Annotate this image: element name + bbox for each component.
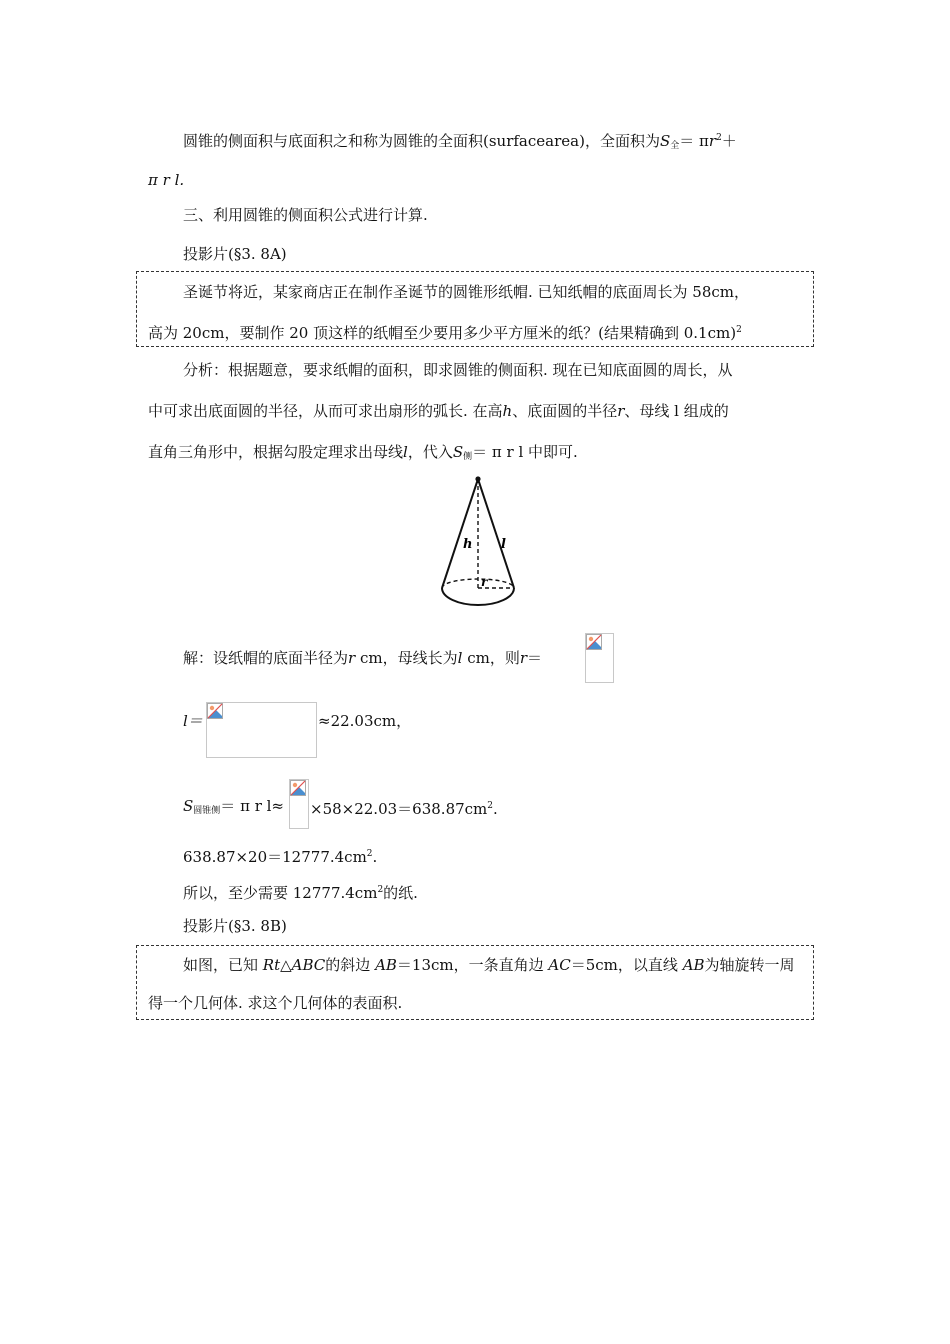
section-heading: 三、利用圆锥的侧面积公式进行计算. xyxy=(183,206,428,224)
cone-side-right xyxy=(478,479,514,588)
broken-image-icon xyxy=(290,780,306,796)
label-h: h xyxy=(463,537,473,552)
slide-label-b: 投影片(§3. 8B) xyxy=(183,917,287,935)
problem-a-line2: 高为 20cm，要制作 20 顶这样的纸帽至少要用多少平方厘米的纸？(结果精确到 0.1cm)$^2$ xyxy=(148,324,742,342)
solution-line2-result: ≈22.03cm， xyxy=(318,712,412,730)
solution-line3-result: $\times 58\times 22.03=638.87cm^2$. xyxy=(310,800,498,818)
solution-line4: $638.87\times 20=12777.4cm^2$. xyxy=(183,848,378,866)
problem-b-line1: 如图，已知 Rt△ABC的斜边 AB＝13cm，一条直角边 AC＝5cm，以直线 AB为轴旋转一周 xyxy=(183,956,795,974)
label-l: l xyxy=(501,537,506,552)
analysis-line2: 中可求出底面圆的半径，从而可求出扇形的弧长. 在高h、底面圆的半径r、母线 l 组成的 xyxy=(148,402,729,420)
solution-line2: l＝ xyxy=(183,712,203,730)
problem-a-line1: 圣诞节将近，某家商店正在制作圣诞节的圆锥形纸帽. 已知纸帽的底面周长为 58cm， xyxy=(183,283,750,301)
slide-label-a: 投影片(§3. 8A) xyxy=(183,245,287,263)
cone-side-left xyxy=(442,479,478,588)
broken-image-icon xyxy=(207,703,223,719)
formula-image-r xyxy=(585,633,614,683)
formula-image-l xyxy=(206,702,317,758)
cone-base-front xyxy=(442,588,514,605)
broken-image-icon xyxy=(586,634,602,650)
problem-b-line2: 得一个几何体. 求这个几何体的表面积. xyxy=(148,994,403,1012)
solution-line3: $S_{圆锥侧}= \pi$ r l≈ xyxy=(183,797,284,816)
analysis-line3: 直角三角形中，根据勾股定理求出母线l，代入$S_侧= \pi$ r l 中即可. xyxy=(148,443,578,462)
analysis-line1: 分析：根据题意，要求纸帽的面积，即求圆锥的侧面积. 现在已知底面圆的周长，从 xyxy=(183,361,733,379)
formula-image-fraction xyxy=(289,779,309,829)
paragraph-total-area-cont: π r l. xyxy=(148,171,185,189)
solution-line1: 解：设纸帽的底面半径为r cm，母线长为l cm，则r＝ xyxy=(183,649,543,667)
solution-line5: 所以，至少需要 $12777.4cm^2$的纸. xyxy=(183,884,418,902)
label-r: r xyxy=(481,575,488,589)
paragraph-total-area: 圆锥的侧面积与底面积之和称为圆锥的全面积(surfacearea)，全面积为$S_全= \pi r^2+$ xyxy=(183,132,737,151)
cone-figure xyxy=(435,472,525,612)
